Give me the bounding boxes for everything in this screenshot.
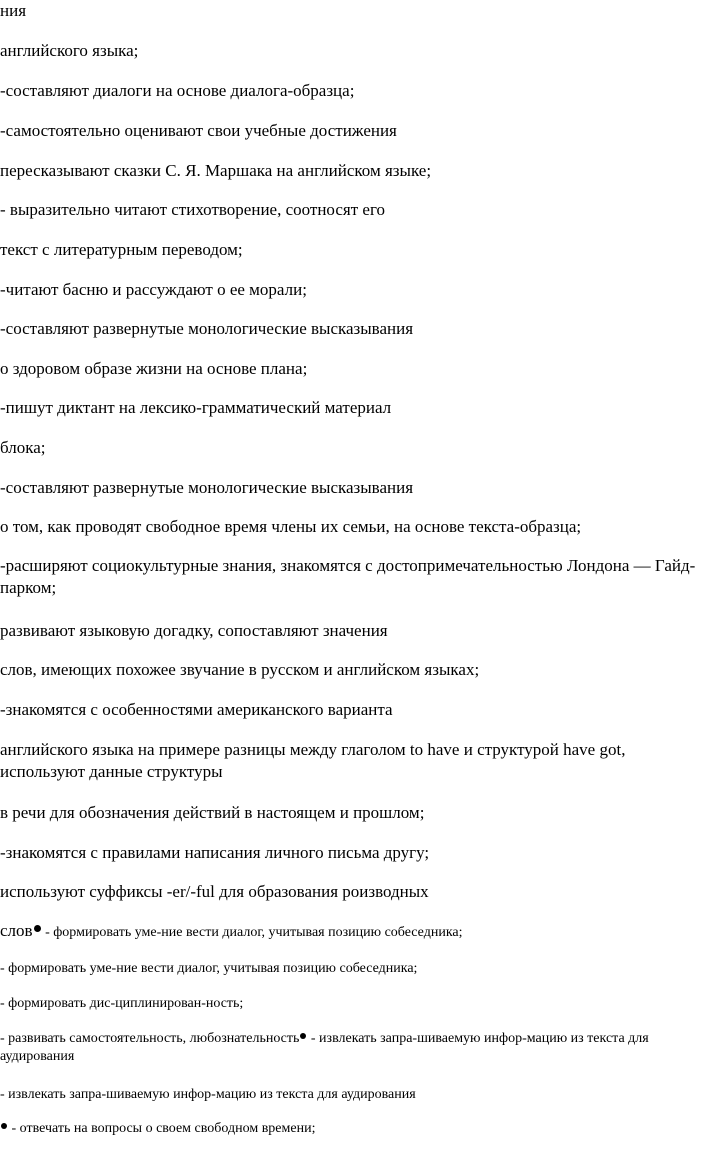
text-line-1: ния (0, 1, 27, 20)
text-line-16: развивают языковую догадку, сопоставляют значения (0, 621, 388, 640)
text-line-27: - извлекать запра-шиваемую инфор-мацию из текста для аудирования (0, 1087, 416, 1102)
text-line-18: -знакомятся с особенностями американского варианта (0, 700, 393, 719)
text-line-22: используют суффиксы -er/-ful для образования роизводных (0, 882, 429, 901)
bullet-icon (34, 925, 41, 932)
text-segment: слов (0, 921, 33, 940)
text-line-21: -знакомятся с правилами написания личного письма другу; (0, 843, 430, 862)
text-segment: - отвечать на вопросы о своем свободном времени; (8, 1121, 316, 1136)
text-line-12: блока; (0, 438, 46, 457)
text-line-26 (0, 1030, 698, 1066)
text-line-9: -составляют развернутые монологические высказывания (0, 319, 414, 338)
text-line-5: пересказывают сказки С. Я. Маршака на английском языке; (0, 161, 432, 180)
text-line-6: - выразительно читают стихотворение, соотносят его (0, 200, 385, 219)
text-line-8: -читают басню и рассуждают о ее морали; (0, 280, 307, 299)
bullet-icon (300, 1033, 306, 1039)
text-line-28 (0, 1120, 315, 1138)
text-segment: - формировать уме-ние вести диалог, учитывая позицию собеседника; (41, 925, 463, 940)
text-line-23 (0, 922, 463, 942)
text-line-3: -составляют диалоги на основе диалога-образца; (0, 81, 355, 100)
text-line-10: о здоровом образе жизни на основе плана; (0, 359, 308, 378)
text-line-24: - формировать уме-ние вести диалог, учитывая позицию собеседника; (0, 961, 418, 976)
text-line-2: английского языка; (0, 41, 139, 60)
text-segment: - развивать самостоятельность, любознательность (0, 1031, 300, 1046)
text-line-4: -самостоятельно оценивают свои учебные достижения (0, 121, 397, 140)
text-line-7: текст с литературным переводом; (0, 240, 243, 259)
text-line-25: - формировать дис-циплинирован-ность; (0, 996, 244, 1011)
text-line-15: -расширяют социокультурные знания, знакомятся с достопримечательностью Лондона — Гайд-парком; (0, 556, 696, 597)
text-segment: - извлекать запра-шиваемую инфор-мацию из текста для аудирования (0, 1031, 649, 1064)
text-line-11: -пишут диктант на лексико-грамматический материал (0, 398, 392, 417)
text-line-20: в речи для обозначения действий в настоящем и прошлом; (0, 803, 425, 822)
text-line-13: -составляют развернутые монологические высказывания (0, 478, 414, 497)
bullet-icon (1, 1123, 7, 1129)
text-line-19: английского языка на примере разницы между глаголом to have и структурой have got, используют данные структуры (0, 740, 626, 781)
text-line-14: о том, как проводят свободное время члены их семьи, на основе текста-образца; (0, 517, 582, 536)
text-line-17: слов, имеющих похожее звучание в русском и английском языках; (0, 660, 480, 679)
